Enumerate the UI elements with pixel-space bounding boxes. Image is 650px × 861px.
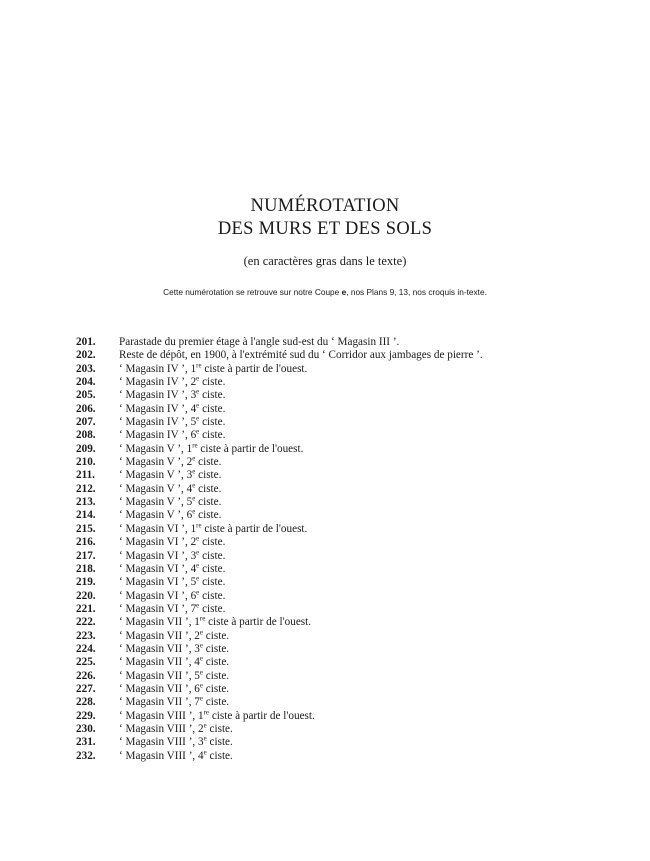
entry-text: ‘ Magasin V ’, 3e ciste. [119, 467, 222, 482]
entry-number: 204. [76, 376, 96, 389]
entry-number: 212. [76, 482, 96, 495]
entry-number: 219. [76, 576, 96, 589]
entry-number: 214. [76, 509, 96, 522]
list-item [76, 360, 616, 376]
entry-text: ‘ Magasin VIII ’, 3e ciste. [119, 734, 233, 749]
reference-note-bold: e [341, 287, 347, 297]
entry-number: 229. [76, 709, 96, 722]
list-item [76, 349, 616, 362]
entry-text: ‘ Magasin VII ’, 1re ciste à partir de l'ouest. [119, 614, 312, 629]
entry-number: 215. [76, 522, 96, 535]
list-item [76, 547, 616, 563]
entry-text: ‘ Magasin VI ’, 4e ciste. [119, 561, 226, 575]
entry-number: 227. [76, 682, 96, 695]
page-title-line-2: DES MURS ET DES SOLS [217, 219, 433, 239]
entry-text: ‘ Magasin VI ’, 3e ciste. [119, 547, 226, 562]
entry-number: 208. [76, 429, 96, 442]
entry-number: 223. [76, 629, 96, 642]
entry-number: 207. [76, 416, 96, 429]
reference-note [0, 287, 650, 297]
entry-number: 203. [76, 362, 96, 375]
entry-text: ‘ Magasin VII ’, 6e ciste. [119, 681, 230, 695]
list-item [76, 683, 616, 696]
list-item [76, 509, 616, 522]
entry-text: ‘ Magasin VII ’, 5e ciste. [119, 667, 230, 682]
list-item [76, 576, 616, 589]
entry-number: 213. [76, 496, 96, 509]
list-item [76, 443, 616, 456]
reference-note-text: Cette numérotation se retrouve sur notre Coupe [163, 287, 342, 297]
entry-text: Reste de dépôt, en 1900, à l'extrémité sud du ‘ Corridor aux jambages de pierre ’. [119, 349, 483, 362]
entry-number: 218. [76, 562, 96, 575]
entry-text: ‘ Magasin VI ’, 5e ciste. [119, 574, 226, 589]
entry-text: ‘ Magasin VIII ’, 1re ciste à partir de l'ouest. [119, 707, 315, 722]
list-item [76, 523, 616, 536]
entry-text: ‘ Magasin V ’, 4e ciste. [119, 481, 222, 495]
list-item [76, 587, 616, 603]
entry-text: ‘ Magasin IV ’, 5e ciste. [119, 414, 226, 429]
entry-number: 216. [76, 536, 96, 549]
list-item [76, 627, 616, 643]
entry-text: ‘ Magasin VIII ’, 2e ciste. [119, 721, 233, 735]
entry-text: ‘ Magasin V ’, 2e ciste. [119, 454, 222, 469]
entry-number: 210. [76, 456, 96, 469]
entry-text: ‘ Magasin IV ’, 3e ciste. [119, 387, 226, 402]
list-item [76, 667, 616, 683]
list-item [76, 389, 616, 402]
page-title: NUMÉROTATION [250, 196, 400, 216]
entry-text: ‘ Magasin VI ’, 7e ciste. [119, 601, 226, 615]
entry-text: ‘ Magasin V ’, 5e ciste. [119, 494, 222, 509]
list-item [76, 336, 616, 349]
list-item [76, 616, 616, 629]
list-item [76, 400, 616, 416]
entry-number: 226. [76, 669, 96, 682]
entry-number: 231. [76, 736, 96, 749]
reference-note-text-end: , nos Plans 9, 13, nos croquis in-texte. [346, 287, 487, 297]
list-item [76, 656, 616, 669]
entry-number: 228. [76, 696, 96, 709]
entry-text: ‘ Magasin VIII ’, 4e ciste. [119, 747, 233, 762]
entry-number: 209. [76, 442, 96, 455]
list-item [76, 376, 616, 389]
entry-number: 222. [76, 616, 96, 629]
entry-number: 202. [76, 349, 96, 362]
entry-text: ‘ Magasin VII ’, 4e ciste. [119, 654, 230, 669]
list-item [76, 456, 616, 469]
entry-text: ‘ Magasin VII ’, 2e ciste. [119, 627, 230, 642]
list-item [76, 483, 616, 496]
list-item [76, 563, 616, 576]
list-item [76, 496, 616, 509]
entry-text: ‘ Magasin VII ’, 7e ciste. [119, 694, 230, 709]
entry-number: 220. [76, 589, 96, 602]
list-item [76, 747, 616, 763]
entry-text: ‘ Magasin IV ’, 6e ciste. [119, 427, 226, 442]
entry-text: ‘ Magasin V ’, 1re ciste à partir de l'ouest. [119, 441, 304, 455]
entry-text: ‘ Magasin VI ’, 2e ciste. [119, 534, 226, 549]
entry-number: 201. [76, 336, 96, 348]
list-item [76, 707, 616, 723]
entry-number: 217. [76, 549, 96, 562]
list-item [76, 643, 616, 656]
list-item [76, 416, 616, 429]
entry-text: ‘ Magasin VI ’, 1re ciste à partir de l'ouest. [119, 521, 308, 535]
entry-list [76, 336, 616, 763]
entry-text: ‘ Magasin IV ’, 2e ciste. [119, 374, 226, 389]
entry-number: 230. [76, 722, 96, 735]
entry-number: 224. [76, 642, 96, 655]
entry-text: ‘ Magasin VI ’, 6e ciste. [119, 587, 226, 602]
list-item [76, 736, 616, 749]
entry-text: ‘ Magasin V ’, 6e ciste. [119, 507, 222, 522]
entry-number: 205. [76, 389, 96, 402]
list-item [76, 696, 616, 709]
page-subtitle: (en caractères gras dans le texte) [243, 254, 407, 268]
entry-text: Parastade du premier étage à l'angle sud-est du ‘ Magasin III ’. [119, 336, 400, 348]
list-item [76, 723, 616, 736]
entry-number: 206. [76, 402, 96, 415]
list-item [76, 603, 616, 616]
entry-number: 232. [76, 749, 96, 762]
list-item [76, 429, 616, 442]
list-item [76, 536, 616, 549]
entry-number: 221. [76, 602, 96, 615]
entry-text: ‘ Magasin IV ’, 4e ciste. [119, 400, 226, 415]
entry-number: 211. [76, 469, 95, 482]
entry-text: ‘ Magasin IV ’, 1re ciste à partir de l'ouest. [119, 360, 308, 375]
entry-text: ‘ Magasin VII ’, 3e ciste. [119, 641, 230, 655]
list-item [76, 469, 616, 482]
entry-number: 225. [76, 656, 96, 669]
